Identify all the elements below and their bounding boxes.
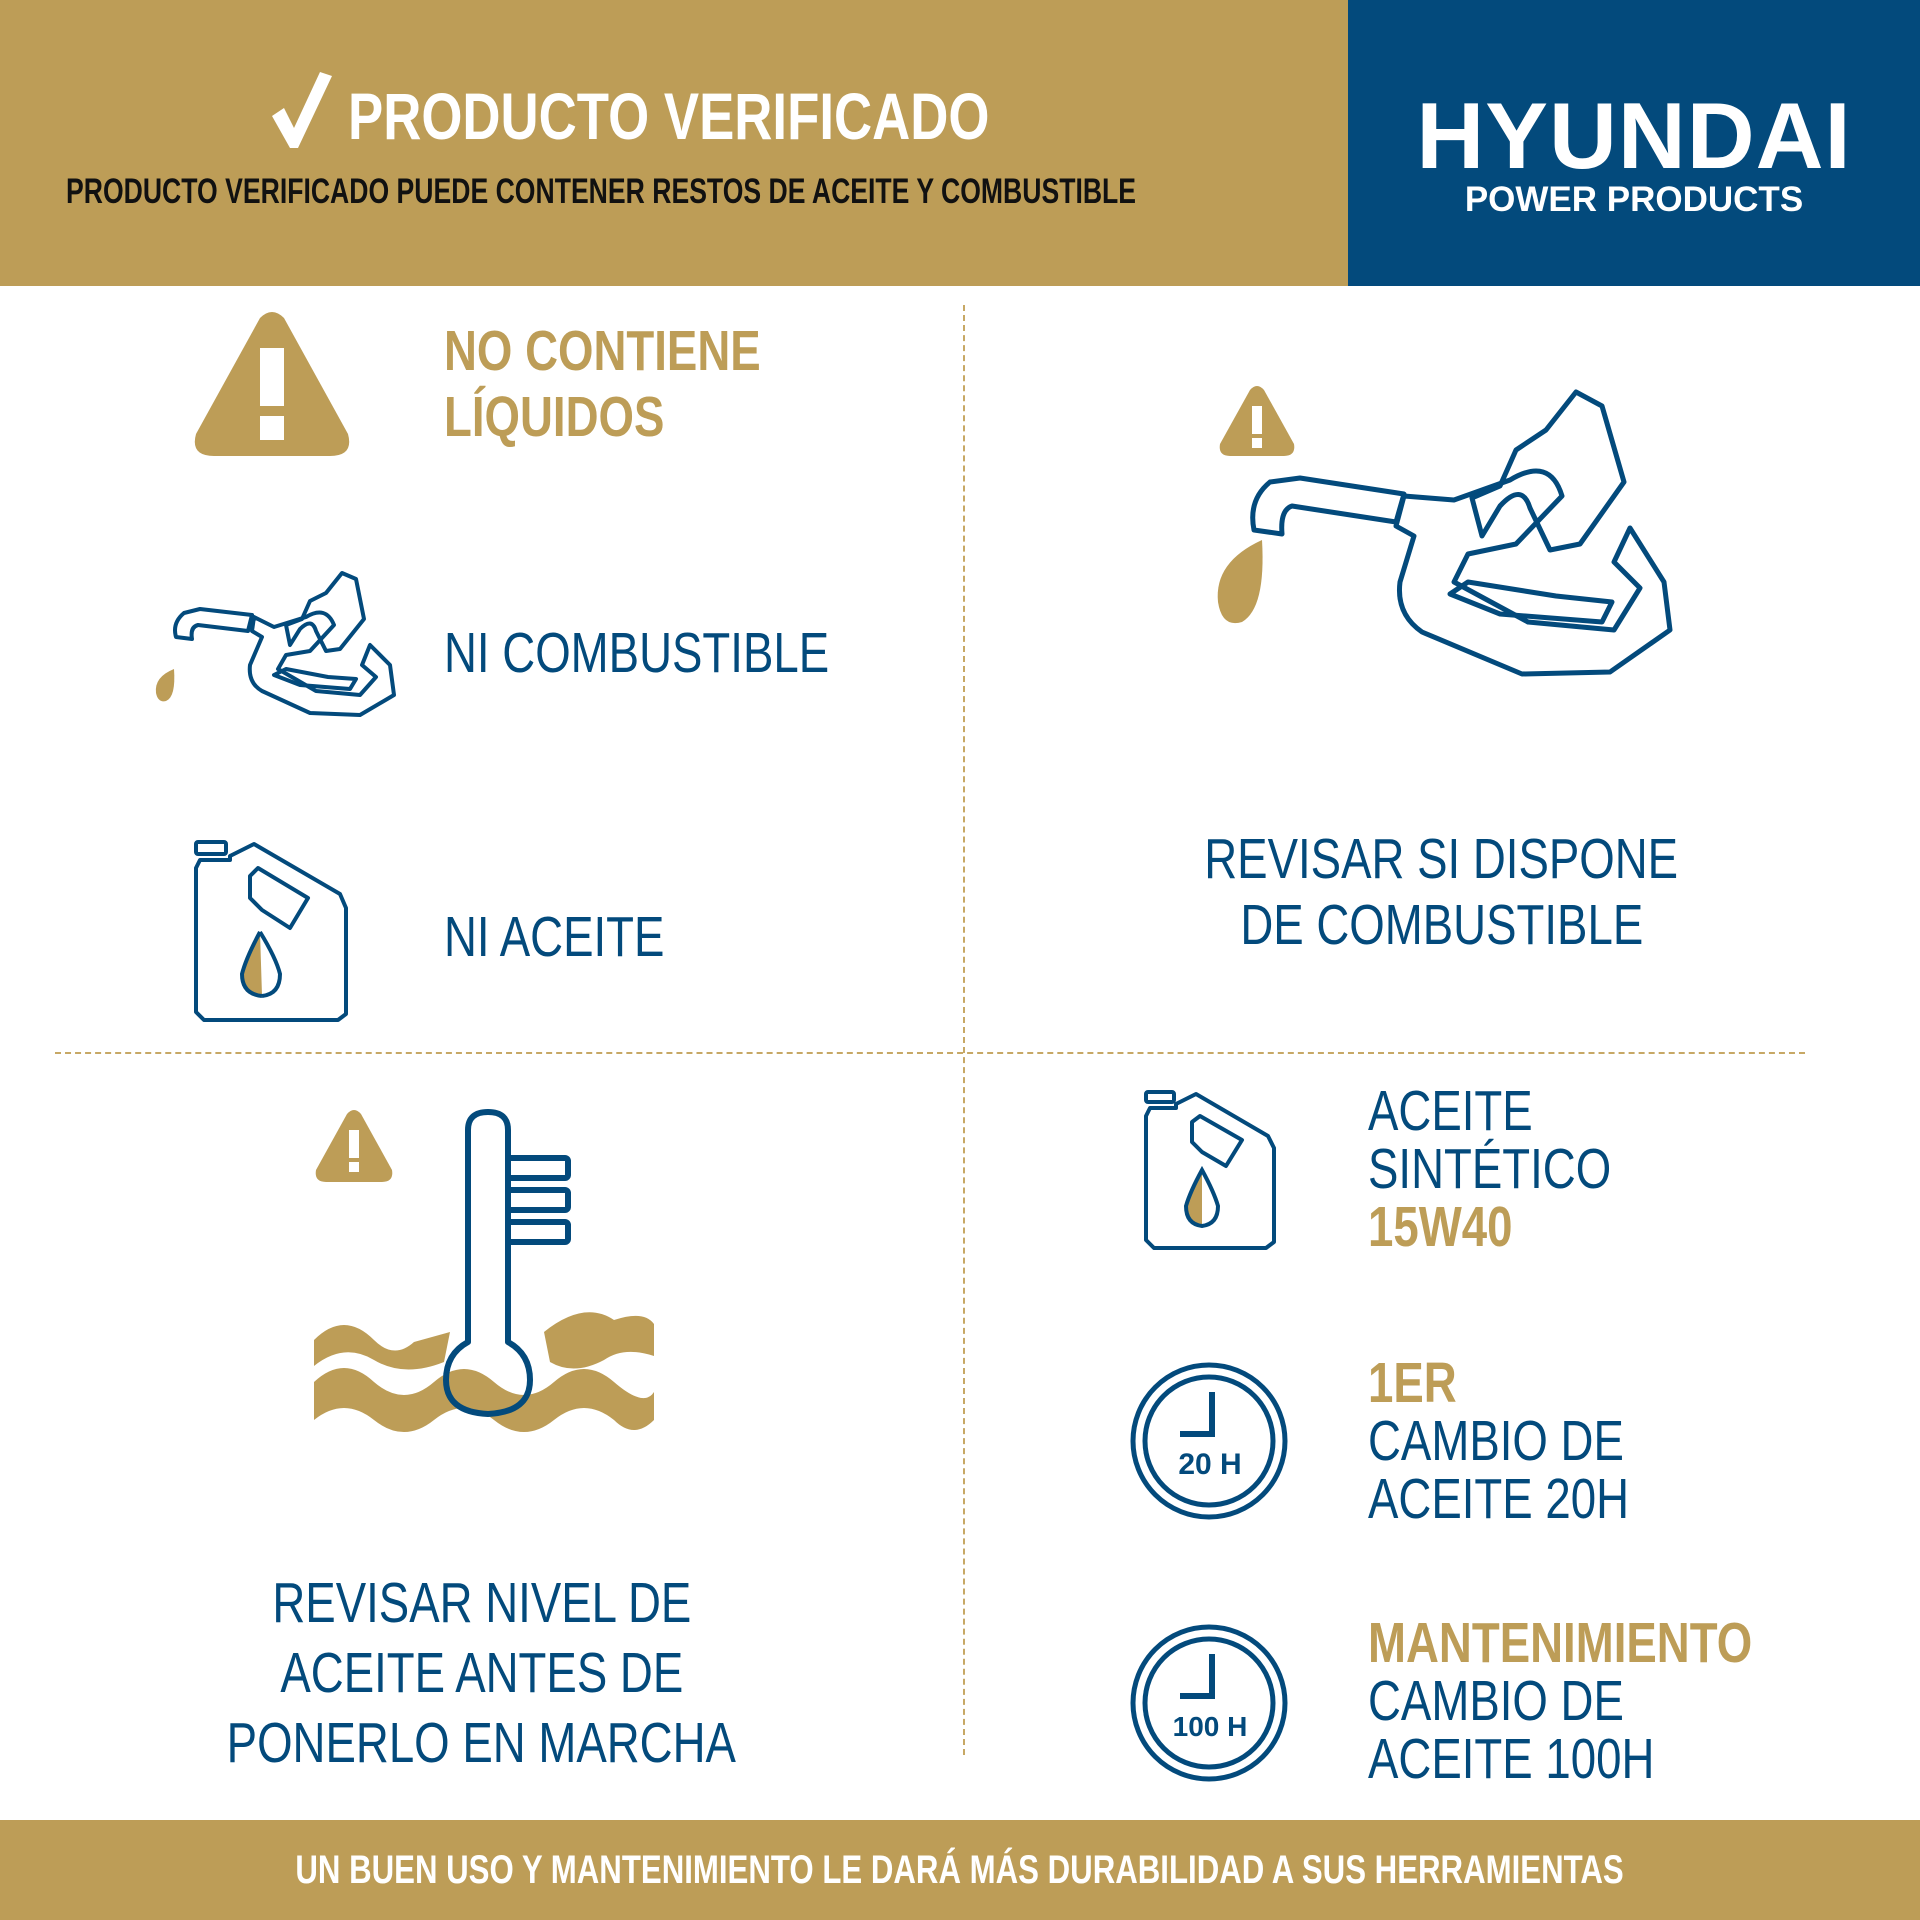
no-liquids-text: NO CONTIENE LÍQUIDOS: [444, 319, 761, 449]
vertical-divider: [963, 305, 965, 1755]
fuel-nozzle-icon: [150, 565, 400, 725]
warning-icon: [190, 310, 354, 460]
no-fuel-text: NI COMBUSTIBLE: [444, 621, 830, 685]
fuel-nozzle-icon: [1210, 382, 1680, 692]
header-title: PRODUCTO VERIFICADO: [348, 79, 990, 153]
no-oil-text: NI ACEITE: [444, 905, 665, 969]
footer-text: UN BUEN USO Y MANTENIMIENTO LE DARÁ MÁS DURABILIDAD A SUS HERRAMIENTAS: [295, 1848, 1625, 1892]
maintenance-text: MANTENIMIENTO CAMBIO DE ACEITE 100H: [1368, 1611, 1753, 1791]
first-change-text: 1ER CAMBIO DE ACEITE 20H: [1368, 1351, 1630, 1531]
brand-logo: HYUNDAI: [1416, 83, 1852, 188]
oil-can-icon: [1142, 1090, 1276, 1250]
oil-can-icon: [190, 838, 350, 1024]
oil-grade: 15W40: [1368, 1195, 1513, 1259]
clock-icon: [1130, 1624, 1288, 1782]
clock-icon: [1130, 1362, 1288, 1520]
checkmark-icon: [270, 70, 334, 150]
check-fuel-text: REVISAR SI DISPONE DE COMBUSTIBLE: [1204, 827, 1679, 957]
synthetic-oil-text: ACEITE SINTÉTICO 15W40: [1368, 1079, 1612, 1259]
check-oil-level-text: REVISAR NIVEL DE ACEITE ANTES DE PONERLO EN MARCHA: [226, 1571, 737, 1775]
header-subtitle: PRODUCTO VERIFICADO PUEDE CONTENER RESTOS DE ACEITE Y COMBUSTIBLE: [66, 172, 1137, 211]
clock-100h-label: 100 H: [1172, 1711, 1248, 1742]
clock-20h-label: 20 H: [1178, 1448, 1242, 1481]
horizontal-divider: [55, 1052, 1805, 1054]
brand-tagline: POWER PRODUCTS: [1464, 180, 1804, 219]
thermometer-icon: [314, 1110, 654, 1450]
